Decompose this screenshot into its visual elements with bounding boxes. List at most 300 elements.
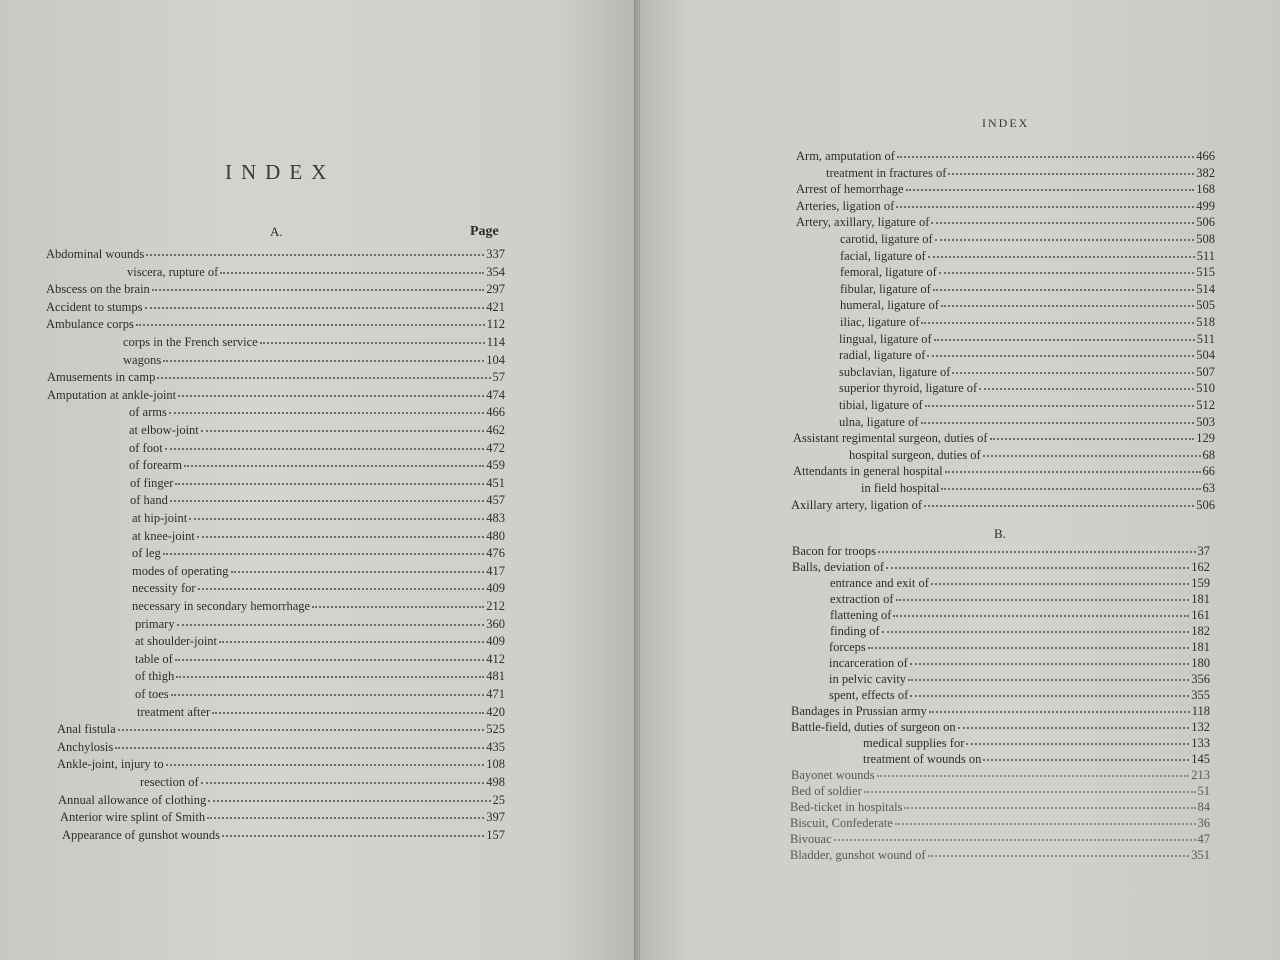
entry-page-number: 466 xyxy=(486,405,505,420)
right-index-entry xyxy=(840,314,1215,331)
right-index-entry xyxy=(863,751,1210,768)
left-index-entry xyxy=(135,668,505,685)
entry-text: facial, ligature of xyxy=(840,248,926,263)
left-index-entry xyxy=(135,633,505,650)
dot-leader xyxy=(896,599,1190,601)
right-index-entry xyxy=(861,480,1215,497)
entry-page-number: 503 xyxy=(1196,414,1215,429)
entry-page-number: 63 xyxy=(1202,481,1215,495)
dot-leader xyxy=(145,307,485,309)
entry-page-number: 511 xyxy=(1196,331,1215,346)
entry-page-number: 471 xyxy=(486,687,505,701)
entry-text: Bed-ticket in hospitals xyxy=(790,800,903,814)
entry-page-number: 472 xyxy=(486,440,505,455)
entry-text: of arms xyxy=(129,405,167,420)
entry-page-number: 84 xyxy=(1197,800,1210,814)
entry-page-number: 504 xyxy=(1196,348,1215,363)
entry-text: Arm, amputation of xyxy=(796,149,895,163)
entry-page-number: 212 xyxy=(486,599,505,613)
left-index-entry xyxy=(46,299,505,316)
right-index-entry xyxy=(793,463,1215,480)
left-index-entry xyxy=(137,704,505,721)
entry-text: extraction of xyxy=(830,592,894,606)
entry-text: Attendants in general hospital xyxy=(793,464,943,479)
left-index-entry xyxy=(129,422,505,439)
entry-text: hospital surgeon, duties of xyxy=(849,447,981,462)
entry-text: flattening of xyxy=(830,608,892,622)
entry-text: superior thyroid, ligature of xyxy=(839,381,978,396)
dot-leader xyxy=(198,588,485,590)
dot-leader xyxy=(146,254,484,256)
right-index-entry xyxy=(839,331,1215,348)
entry-text: at hip-joint xyxy=(132,511,188,525)
dot-leader xyxy=(893,615,1189,617)
left-index-entry xyxy=(129,440,505,457)
dot-leader xyxy=(197,536,484,538)
dot-leader xyxy=(175,483,484,485)
entry-text: at knee-joint xyxy=(132,528,195,543)
dot-leader xyxy=(152,289,484,291)
entry-text: medical supplies for xyxy=(863,736,965,750)
entry-page-number: 421 xyxy=(486,299,505,314)
dot-leader xyxy=(219,641,484,643)
dot-leader xyxy=(934,339,1195,341)
entry-text: of hand xyxy=(130,493,168,508)
entry-page-number: 481 xyxy=(486,669,505,684)
dot-leader xyxy=(163,360,484,362)
dot-leader xyxy=(925,405,1195,407)
dot-leader xyxy=(939,272,1194,274)
entry-text: Bladder, gunshot wound of xyxy=(790,848,926,862)
entry-page-number: 466 xyxy=(1196,149,1215,163)
entry-page-number: 181 xyxy=(1191,592,1210,606)
right-index-entry xyxy=(792,559,1210,576)
right-index-entry xyxy=(791,767,1210,784)
entry-text: Bacon for troops xyxy=(792,544,877,558)
dot-leader xyxy=(834,839,1196,841)
right-index-entry xyxy=(849,447,1215,464)
dot-leader xyxy=(908,679,1189,681)
dot-leader xyxy=(864,791,1196,793)
entry-text: Anchylosis xyxy=(57,739,114,754)
section-letter-b: B. xyxy=(994,526,1006,541)
entry-page-number: 37 xyxy=(1197,544,1210,558)
entry-page-number: 457 xyxy=(486,493,505,508)
right-index-entry xyxy=(790,815,1210,832)
entry-page-number: 508 xyxy=(1196,232,1215,246)
entry-text: in field hospital xyxy=(861,481,940,495)
entry-text: radial, ligature of xyxy=(839,348,926,363)
right-index-entry xyxy=(791,719,1210,736)
right-index-entry xyxy=(840,231,1215,248)
right-index-entry xyxy=(830,575,1210,592)
entry-text: Anterior wire splint of Smith xyxy=(60,810,206,825)
dot-leader xyxy=(983,759,1189,761)
dot-leader xyxy=(931,583,1189,585)
entry-page-number: 506 xyxy=(1196,215,1215,230)
left-index-entry xyxy=(123,334,505,351)
entry-page-number: 356 xyxy=(1191,672,1210,686)
entry-text: of toes xyxy=(135,687,169,701)
entry-page-number: 213 xyxy=(1191,768,1210,782)
entry-page-number: 108 xyxy=(486,757,505,772)
dot-leader xyxy=(941,488,1200,490)
right-index-entry xyxy=(791,497,1215,514)
entry-text: Bandages in Prussian army xyxy=(791,704,927,718)
entry-page-number: 181 xyxy=(1191,640,1210,654)
page-column-heading: Page xyxy=(470,224,499,239)
entry-text: Battle-field, duties of surgeon on xyxy=(791,720,956,734)
entry-text: table of xyxy=(135,651,173,666)
entry-page-number: 182 xyxy=(1191,624,1210,638)
entry-text: forceps xyxy=(829,640,866,654)
entry-text: of forearm xyxy=(129,458,183,473)
dot-leader xyxy=(175,659,484,661)
dot-leader xyxy=(176,676,484,678)
entry-page-number: 68 xyxy=(1202,447,1215,462)
dot-leader xyxy=(935,239,1195,241)
dot-leader xyxy=(928,256,1195,258)
entry-page-number: 161 xyxy=(1191,608,1210,622)
dot-leader xyxy=(169,412,484,414)
entry-text: incarceration of xyxy=(829,656,908,670)
dot-leader xyxy=(910,663,1189,665)
left-index-entry xyxy=(132,545,505,562)
left-index-entry xyxy=(130,475,505,492)
left-index-entry xyxy=(132,510,505,527)
dot-leader xyxy=(929,711,1190,713)
dot-leader xyxy=(878,551,1195,553)
dot-leader xyxy=(212,712,484,714)
dot-leader xyxy=(157,377,490,379)
left-index-entry xyxy=(46,281,505,298)
dot-leader xyxy=(952,372,1194,374)
left-index-entry xyxy=(46,246,505,263)
entry-text: necessity for xyxy=(132,581,196,596)
entry-text: Balls, deviation of xyxy=(792,560,884,574)
right-index-entry xyxy=(830,607,1210,624)
dot-leader xyxy=(118,729,485,731)
entry-page-number: 507 xyxy=(1196,364,1215,379)
entry-text: of leg xyxy=(132,546,161,561)
left-index-entry xyxy=(46,316,505,333)
dot-leader xyxy=(868,647,1189,649)
dot-leader xyxy=(882,631,1190,633)
dot-leader xyxy=(207,817,484,819)
entry-page-number: 382 xyxy=(1196,165,1215,180)
right-index-entry xyxy=(830,591,1210,608)
entry-page-number: 297 xyxy=(486,282,505,297)
dot-leader xyxy=(163,553,484,555)
entry-page-number: 162 xyxy=(1191,560,1210,574)
dot-leader xyxy=(906,189,1195,191)
entry-text: treatment of wounds on xyxy=(863,752,982,766)
entry-text: wagons xyxy=(123,352,162,367)
left-index-entry xyxy=(140,774,505,791)
dot-leader xyxy=(931,222,1194,224)
dot-leader xyxy=(201,430,484,432)
dot-leader xyxy=(201,782,485,784)
entry-page-number: 474 xyxy=(486,387,505,402)
dot-leader xyxy=(886,567,1189,569)
left-index-entry xyxy=(132,563,505,580)
right-index-entry xyxy=(796,181,1215,198)
right-index-entry xyxy=(840,248,1215,265)
right-index-entry xyxy=(796,198,1215,215)
entry-page-number: 412 xyxy=(486,651,505,666)
entry-page-number: 498 xyxy=(486,775,505,789)
dot-leader xyxy=(312,606,484,608)
entry-page-number: 515 xyxy=(1196,265,1215,280)
left-index-entry xyxy=(62,827,505,844)
left-index-entry xyxy=(135,651,505,668)
right-index-entry xyxy=(829,655,1210,672)
dot-leader xyxy=(877,775,1190,777)
entry-text: Assistant regimental surgeon, duties of xyxy=(793,431,988,446)
dot-leader xyxy=(189,518,484,520)
entry-text: Ambulance corps xyxy=(46,317,134,332)
entry-page-number: 36 xyxy=(1197,816,1210,830)
entry-text: Artery, axillary, ligature of xyxy=(796,215,930,230)
entry-page-number: 180 xyxy=(1191,656,1210,670)
entry-page-number: 354 xyxy=(486,264,505,279)
entry-page-number: 511 xyxy=(1196,248,1215,263)
entry-page-number: 168 xyxy=(1196,182,1215,197)
entry-text: Abscess on the brain xyxy=(46,282,150,297)
entry-page-number: 51 xyxy=(1197,784,1210,798)
right-index-entry xyxy=(840,264,1215,281)
entry-text: of thigh xyxy=(135,669,175,684)
entry-text: treatment in fractures of xyxy=(826,165,947,180)
entry-page-number: 510 xyxy=(1196,381,1215,396)
entry-text: viscera, rupture of xyxy=(127,264,219,279)
entry-page-number: 47 xyxy=(1197,832,1210,846)
entry-page-number: 480 xyxy=(486,528,505,543)
entry-page-number: 25 xyxy=(492,792,505,807)
entry-text: primary xyxy=(135,616,175,631)
entry-page-number: 499 xyxy=(1196,198,1215,213)
entry-text: Bayonet wounds xyxy=(791,768,875,782)
right-index-entry xyxy=(829,639,1210,656)
dot-leader xyxy=(222,835,484,837)
entry-text: modes of operating xyxy=(132,563,229,578)
entry-page-number: 397 xyxy=(486,810,505,825)
entry-text: corps in the French service xyxy=(123,335,258,349)
right-index-entry xyxy=(863,735,1210,752)
left-index-entry xyxy=(129,404,505,421)
entry-text: Amputation at ankle-joint xyxy=(47,387,177,402)
right-index-entry xyxy=(790,831,1210,848)
left-index-entry xyxy=(129,457,505,474)
entry-text: iliac, ligature of xyxy=(840,315,920,329)
dot-leader xyxy=(165,448,485,450)
dot-leader xyxy=(979,388,1194,390)
entry-text: spent, effects of xyxy=(829,688,909,702)
entry-page-number: 133 xyxy=(1191,736,1210,750)
left-index-entry xyxy=(132,528,505,545)
dot-leader xyxy=(924,505,1194,507)
entry-text: treatment after xyxy=(137,704,211,719)
dot-leader xyxy=(177,624,485,626)
entry-text: subclavian, ligature of xyxy=(839,364,951,379)
dot-leader xyxy=(990,438,1195,440)
entry-page-number: 129 xyxy=(1196,431,1215,446)
right-index-entry xyxy=(791,783,1210,800)
running-head: INDEX xyxy=(982,116,1030,130)
right-index-entry xyxy=(826,165,1215,182)
left-index-entry xyxy=(135,616,505,633)
entry-text: Ankle-joint, injury to xyxy=(57,757,164,772)
entry-page-number: 409 xyxy=(486,581,505,596)
entry-page-number: 57 xyxy=(492,370,505,385)
entry-page-number: 351 xyxy=(1191,848,1210,862)
entry-page-number: 518 xyxy=(1196,315,1215,329)
section-letter-a: A. xyxy=(270,224,283,239)
left-index-entry xyxy=(57,739,505,756)
dot-leader xyxy=(921,422,1195,424)
entry-text: Annual allowance of clothing xyxy=(58,792,207,807)
entry-text: Arteries, ligation of xyxy=(796,198,895,213)
entry-page-number: 66 xyxy=(1202,464,1215,479)
right-index-entry xyxy=(840,281,1215,298)
entry-text: Abdominal wounds xyxy=(46,247,145,261)
entry-text: fibular, ligature of xyxy=(840,281,931,296)
entry-page-number: 337 xyxy=(486,247,505,261)
right-index-entry xyxy=(839,347,1215,364)
dot-leader xyxy=(921,322,1194,324)
entry-text: Amusements in camp xyxy=(47,370,156,385)
entry-page-number: 355 xyxy=(1191,688,1210,702)
right-index-entry xyxy=(839,397,1215,414)
dot-leader xyxy=(208,800,490,802)
entry-text: Appearance of gunshot wounds xyxy=(62,827,220,842)
dot-leader xyxy=(910,695,1189,697)
entry-page-number: 505 xyxy=(1196,298,1215,313)
dot-leader xyxy=(897,156,1194,158)
dot-leader xyxy=(115,747,484,749)
dot-leader xyxy=(958,727,1190,729)
entry-text: Anal fistula xyxy=(57,722,116,737)
dot-leader xyxy=(941,305,1194,307)
entry-page-number: 409 xyxy=(486,634,505,649)
entry-text: Axillary artery, ligation of xyxy=(791,497,923,512)
entry-page-number: 114 xyxy=(486,335,505,349)
right-index-entry xyxy=(839,380,1215,397)
entry-text: tibial, ligature of xyxy=(839,398,923,412)
right-index-entry xyxy=(839,414,1215,431)
entry-text: in pelvic cavity xyxy=(829,672,907,686)
entry-text: Arrest of hemorrhage xyxy=(796,182,904,197)
entry-text: humeral, ligature of xyxy=(840,298,939,313)
entry-page-number: 417 xyxy=(486,563,505,578)
entry-page-number: 514 xyxy=(1196,281,1215,296)
dot-leader xyxy=(166,764,485,766)
entry-text: carotid, ligature of xyxy=(840,232,933,246)
dot-leader xyxy=(933,289,1194,291)
dot-leader xyxy=(220,272,484,274)
dot-leader xyxy=(260,342,485,344)
entry-text: Bivouac xyxy=(790,832,832,846)
entry-text: finding of xyxy=(830,624,880,638)
right-index-entry xyxy=(830,623,1210,640)
entry-text: of foot xyxy=(129,440,163,455)
left-index-entry xyxy=(47,387,505,404)
dot-leader xyxy=(983,455,1201,457)
index-title: INDEX xyxy=(225,160,336,184)
left-index-entry xyxy=(135,686,505,703)
left-index-entry xyxy=(47,369,505,386)
entry-text: Biscuit, Confederate xyxy=(790,816,893,830)
right-index-entry xyxy=(790,799,1210,816)
right-index-entry xyxy=(790,847,1210,864)
dot-leader xyxy=(136,324,485,326)
right-page xyxy=(640,0,1280,960)
entry-text: at shoulder-joint xyxy=(135,634,218,649)
left-index-entry xyxy=(130,492,505,509)
dot-leader xyxy=(928,855,1190,857)
entry-page-number: 525 xyxy=(486,722,505,737)
entry-page-number: 145 xyxy=(1191,752,1210,766)
dot-leader xyxy=(231,571,485,573)
entry-page-number: 159 xyxy=(1191,576,1210,590)
right-index-entry xyxy=(829,687,1210,704)
entry-page-number: 476 xyxy=(486,546,505,561)
entry-page-number: 459 xyxy=(486,458,505,473)
entry-text: of finger xyxy=(130,475,174,490)
dot-leader xyxy=(948,173,1194,175)
right-index-entry xyxy=(839,364,1215,381)
dot-leader xyxy=(171,694,485,696)
left-index-entry xyxy=(57,721,505,738)
left-page xyxy=(0,0,636,960)
entry-page-number: 435 xyxy=(486,739,505,754)
entry-page-number: 462 xyxy=(486,423,505,437)
entry-text: at elbow-joint xyxy=(129,423,199,437)
dot-leader xyxy=(896,206,1194,208)
entry-text: lingual, ligature of xyxy=(839,331,932,346)
entry-page-number: 451 xyxy=(486,475,505,490)
dot-leader xyxy=(966,743,1189,745)
dot-leader xyxy=(170,500,484,502)
entry-page-number: 420 xyxy=(486,704,505,719)
left-index-entry xyxy=(123,352,505,369)
entry-page-number: 112 xyxy=(486,317,505,332)
entry-page-number: 132 xyxy=(1191,720,1210,734)
left-index-entry xyxy=(57,756,505,773)
dot-leader xyxy=(895,823,1196,825)
right-index-entry xyxy=(792,543,1210,560)
entry-page-number: 506 xyxy=(1196,497,1215,512)
right-index-entry xyxy=(796,148,1215,165)
dot-leader xyxy=(178,395,484,397)
entry-page-number: 104 xyxy=(486,352,505,367)
right-index-entry xyxy=(796,214,1215,231)
entry-page-number: 157 xyxy=(486,827,505,842)
entry-text: ulna, ligature of xyxy=(839,414,919,429)
entry-page-number: 483 xyxy=(486,511,505,525)
right-index-entry xyxy=(829,671,1210,688)
entry-text: femoral, ligature of xyxy=(840,265,937,280)
entry-text: Accident to stumps xyxy=(46,299,143,314)
right-index-entry xyxy=(791,703,1210,720)
entry-text: entrance and exit of xyxy=(830,576,929,590)
dot-leader xyxy=(184,465,484,467)
left-index-entry xyxy=(132,598,505,615)
dot-leader xyxy=(904,807,1195,809)
left-index-entry xyxy=(127,264,505,281)
right-index-entry xyxy=(840,297,1215,314)
left-index-entry xyxy=(60,809,505,826)
